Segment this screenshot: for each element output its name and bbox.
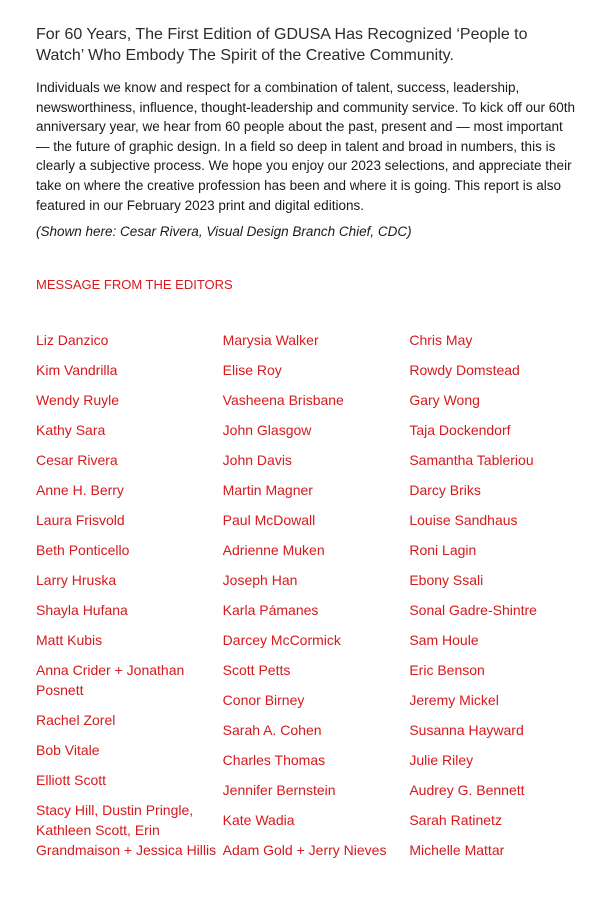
list-item [223, 600, 410, 620]
person-link[interactable]: Wendy Ruyle [36, 392, 120, 408]
person-link[interactable]: Darcey McCormick [222, 632, 341, 648]
person-link[interactable]: Chris May [409, 332, 473, 348]
person-link[interactable]: Vasheena Brisbane [222, 392, 344, 408]
person-link[interactable]: Taja Dockendorf [409, 422, 511, 438]
list-item [223, 750, 410, 770]
person-link[interactable]: Samantha Tableriou [409, 452, 534, 468]
person-link[interactable]: Adrienne Muken [222, 542, 325, 558]
list-item [223, 690, 410, 710]
list-item [223, 540, 410, 560]
list-item [36, 540, 223, 560]
list-item [409, 480, 596, 500]
person-link[interactable]: Susanna Hayward [409, 722, 524, 738]
person-link[interactable]: Joseph Han [222, 572, 298, 588]
person-link[interactable]: Audrey G. Bennett [409, 782, 525, 798]
people-column-1 [36, 330, 223, 870]
person-link[interactable]: Kate Wadia [222, 812, 295, 828]
person-link[interactable]: Sarah Ratinetz [409, 812, 502, 828]
list-item [223, 810, 410, 830]
person-link[interactable]: Sam Houle [409, 632, 479, 648]
intro-section [36, 24, 576, 242]
list-item [36, 330, 223, 350]
person-link[interactable]: Anna Crider + Jonathan Posnett [36, 662, 185, 698]
headline: For 60 Years, The First Edition of GDUSA Has Recognized ‘People to Watch’ Who Embody The Spirit of the Creative Community. [36, 26, 528, 64]
person-link[interactable]: Eric Benson [409, 662, 485, 678]
person-link[interactable]: Kathy Sara [36, 422, 106, 438]
list-item [223, 720, 410, 740]
person-link[interactable]: Shayla Hufana [36, 602, 128, 618]
list-item [36, 710, 223, 730]
list-item [36, 360, 223, 380]
list-item [223, 510, 410, 530]
list-item [36, 390, 223, 410]
list-item [223, 480, 410, 500]
list-item [409, 540, 596, 560]
person-link[interactable]: Sonal Gadre-Shintre [409, 602, 537, 618]
list-item [36, 740, 223, 760]
person-link[interactable]: Bob Vitale [36, 742, 100, 758]
people-column-2 [223, 330, 410, 870]
list-item [36, 600, 223, 620]
intro-paragraph: Individuals we know and respect for a combination of talent, success, leadership, newsworthiness, influence, thought-leadership and community service. To kick off our 60th anniversary year, we hear from 60 people about the past, present and — most important — the future of graphic design. In a field so deep in talent and broad in numbers, this is clearly a subjective process. We hope you enjoy our 2023 selections, and appreciate their take on where the creative profession has been and where it is going. This report is also featured in our February 2023 print and digital editions. [36, 80, 576, 213]
editors-message-link[interactable]: MESSAGE FROM THE EDITORS [36, 277, 233, 292]
list-item [223, 660, 410, 680]
list-item [409, 840, 596, 860]
person-link[interactable]: Jennifer Bernstein [222, 782, 336, 798]
list-item [409, 600, 596, 620]
person-link[interactable]: Kim Vandrilla [36, 362, 118, 378]
list-item [223, 780, 410, 800]
list-item [223, 330, 410, 350]
person-link[interactable]: Gary Wong [409, 392, 480, 408]
list-item [409, 690, 596, 710]
person-link[interactable]: Paul McDowall [222, 512, 316, 528]
person-link[interactable]: Ebony Ssali [409, 572, 484, 588]
list-item [223, 570, 410, 590]
person-link[interactable]: Michelle Mattar [409, 842, 505, 858]
list-item [223, 390, 410, 410]
person-link[interactable]: Julie Riley [409, 752, 474, 768]
list-item [36, 480, 223, 500]
person-link[interactable]: Liz Danzico [36, 332, 109, 348]
person-link[interactable]: Stacy Hill, Dustin Pringle, Kathleen Scott, Erin Grandmaison + Jessica Hillis [36, 802, 217, 858]
list-item [409, 390, 596, 410]
list-item [223, 360, 410, 380]
list-item [36, 510, 223, 530]
people-list [36, 330, 596, 870]
person-link[interactable]: Scott Petts [222, 662, 291, 678]
list-item [36, 660, 223, 700]
person-link[interactable]: John Davis [222, 452, 292, 468]
list-item [409, 420, 596, 440]
list-item [223, 630, 410, 650]
list-item [409, 720, 596, 740]
list-item [409, 630, 596, 650]
list-item [36, 770, 223, 790]
list-item [36, 420, 223, 440]
person-link[interactable]: Karla Pámanes [222, 602, 319, 618]
list-item [409, 450, 596, 470]
person-link[interactable]: Roni Lagin [409, 542, 477, 558]
person-link[interactable]: Rachel Zorel [36, 712, 116, 728]
person-link[interactable]: Sarah A. Cohen [222, 722, 322, 738]
list-item [409, 660, 596, 680]
list-item [223, 840, 410, 860]
person-link[interactable]: Elise Roy [222, 362, 282, 378]
person-link[interactable]: Anne H. Berry [36, 482, 124, 498]
list-item [223, 420, 410, 440]
person-link[interactable]: Louise Sandhaus [409, 512, 518, 528]
person-link[interactable]: Cesar Rivera [36, 452, 118, 468]
person-link[interactable]: Martin Magner [222, 482, 313, 498]
person-link[interactable]: Darcy Briks [409, 482, 481, 498]
person-link[interactable]: Beth Ponticello [36, 542, 130, 558]
list-item [409, 810, 596, 830]
person-link[interactable]: Matt Kubis [36, 632, 103, 648]
person-link[interactable]: Conor Birney [222, 692, 305, 708]
list-item [223, 450, 410, 470]
list-item [409, 570, 596, 590]
people-column-3 [409, 330, 596, 870]
person-link[interactable]: Adam Gold + Jerry Nieves [222, 842, 387, 858]
list-item [36, 450, 223, 470]
person-link[interactable]: Charles Thomas [222, 752, 326, 768]
list-item [36, 630, 223, 650]
list-item [36, 800, 223, 860]
image-caption: (Shown here: Cesar Rivera, Visual Design Branch Chief, CDC) [36, 224, 412, 240]
person-link[interactable]: Larry Hruska [36, 572, 117, 588]
person-link[interactable]: Laura Frisvold [36, 512, 125, 528]
person-link[interactable]: John Glasgow [222, 422, 312, 438]
list-item [409, 510, 596, 530]
list-item [409, 330, 596, 350]
list-item [409, 360, 596, 380]
person-link[interactable]: Jeremy Mickel [409, 692, 499, 708]
list-item [36, 570, 223, 590]
list-item [409, 780, 596, 800]
person-link[interactable]: Rowdy Domstead [409, 362, 520, 378]
person-link[interactable]: Elliott Scott [36, 772, 107, 788]
person-link[interactable]: Marysia Walker [222, 332, 319, 348]
list-item [409, 750, 596, 770]
